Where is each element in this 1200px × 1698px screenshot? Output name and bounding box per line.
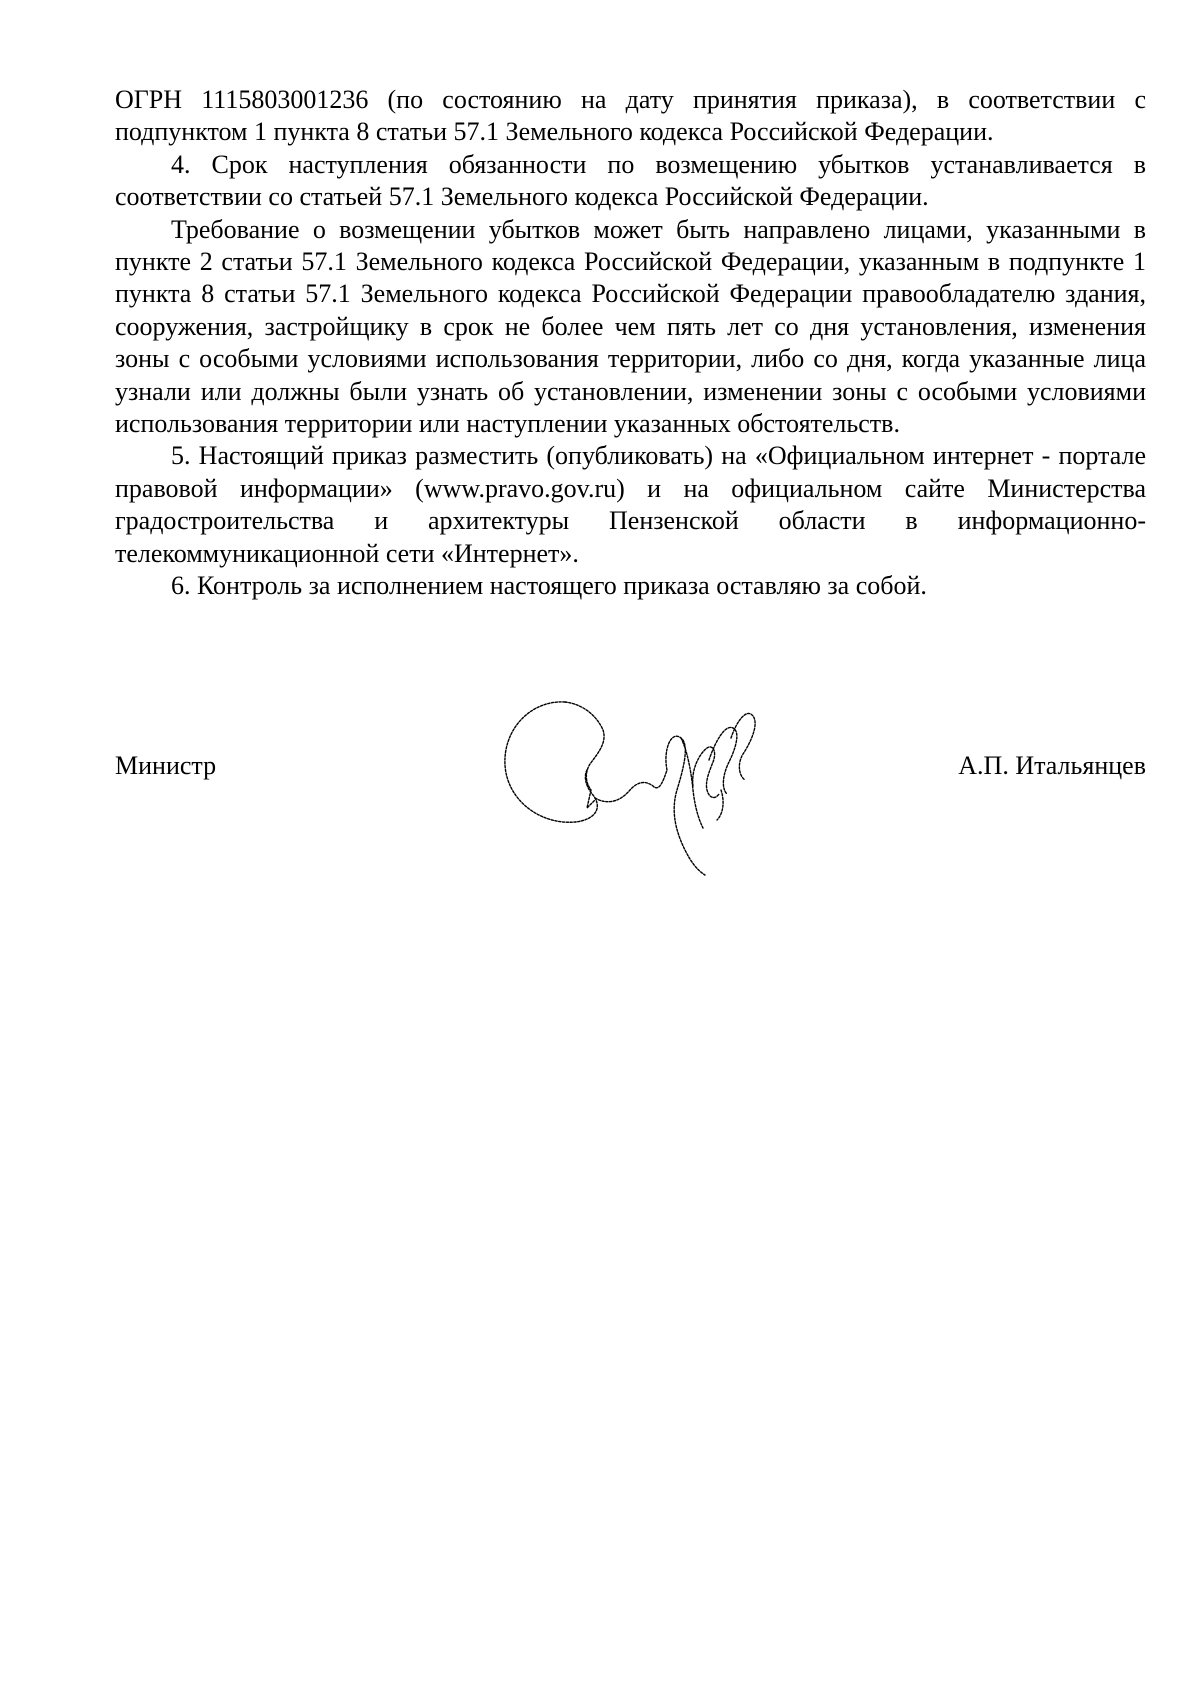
paragraph-damages-claim: Требование о возмещении убытков может быть направлено лицами, указанными в пункте 2 статьи 57.1 Земельного кодекса Российской Федерации, указанным в подпункте 1 пункта 8 статьи 57.1 Земельного кодекса Российской Федерации правообладателю здания, сооружения, застройщику в срок не более чем пять лет со дня установления, изменения зоны с особыми условиями использования территории, либо со дня, когда указанные лица узнали или должны были узнать об установлении, изменении зоны с особыми условиями использования территории или наступлении указанных обстоятельств. <box>115 214 1146 439</box>
handwritten-signature <box>495 690 775 880</box>
signer-name: А.П. Итальянцев <box>958 751 1146 780</box>
paragraph-ogrn-continuation: ОГРН 1115803001236 (по состоянию на дату принятия приказа), в соответствии с подпунктом 1 пункта 8 статьи 57.1 Земельного кодекса Российской Федерации. <box>115 85 1146 147</box>
paragraph-item-4: 4. Срок наступления обязанности по возмещению убытков устанавливается в соответствии со статьей 57.1 Земельного кодекса Российской Федерации. <box>115 149 1146 212</box>
paragraph-item-6: 6. Контроль за исполнением настоящего приказа оставляю за собой. <box>171 571 927 601</box>
document-body <box>115 84 1146 603</box>
paragraph-item-5: 5. Настоящий приказ разместить (опубликовать) на «Официальном интернет - портале правовой информации» (www.pravo.gov.ru) и на официальном сайте Министерства градостроительства и архитектуры Пензенской области в информационно-телекоммуникационной сети «Интернет». <box>115 441 1146 568</box>
signer-position: Министр <box>115 751 217 780</box>
